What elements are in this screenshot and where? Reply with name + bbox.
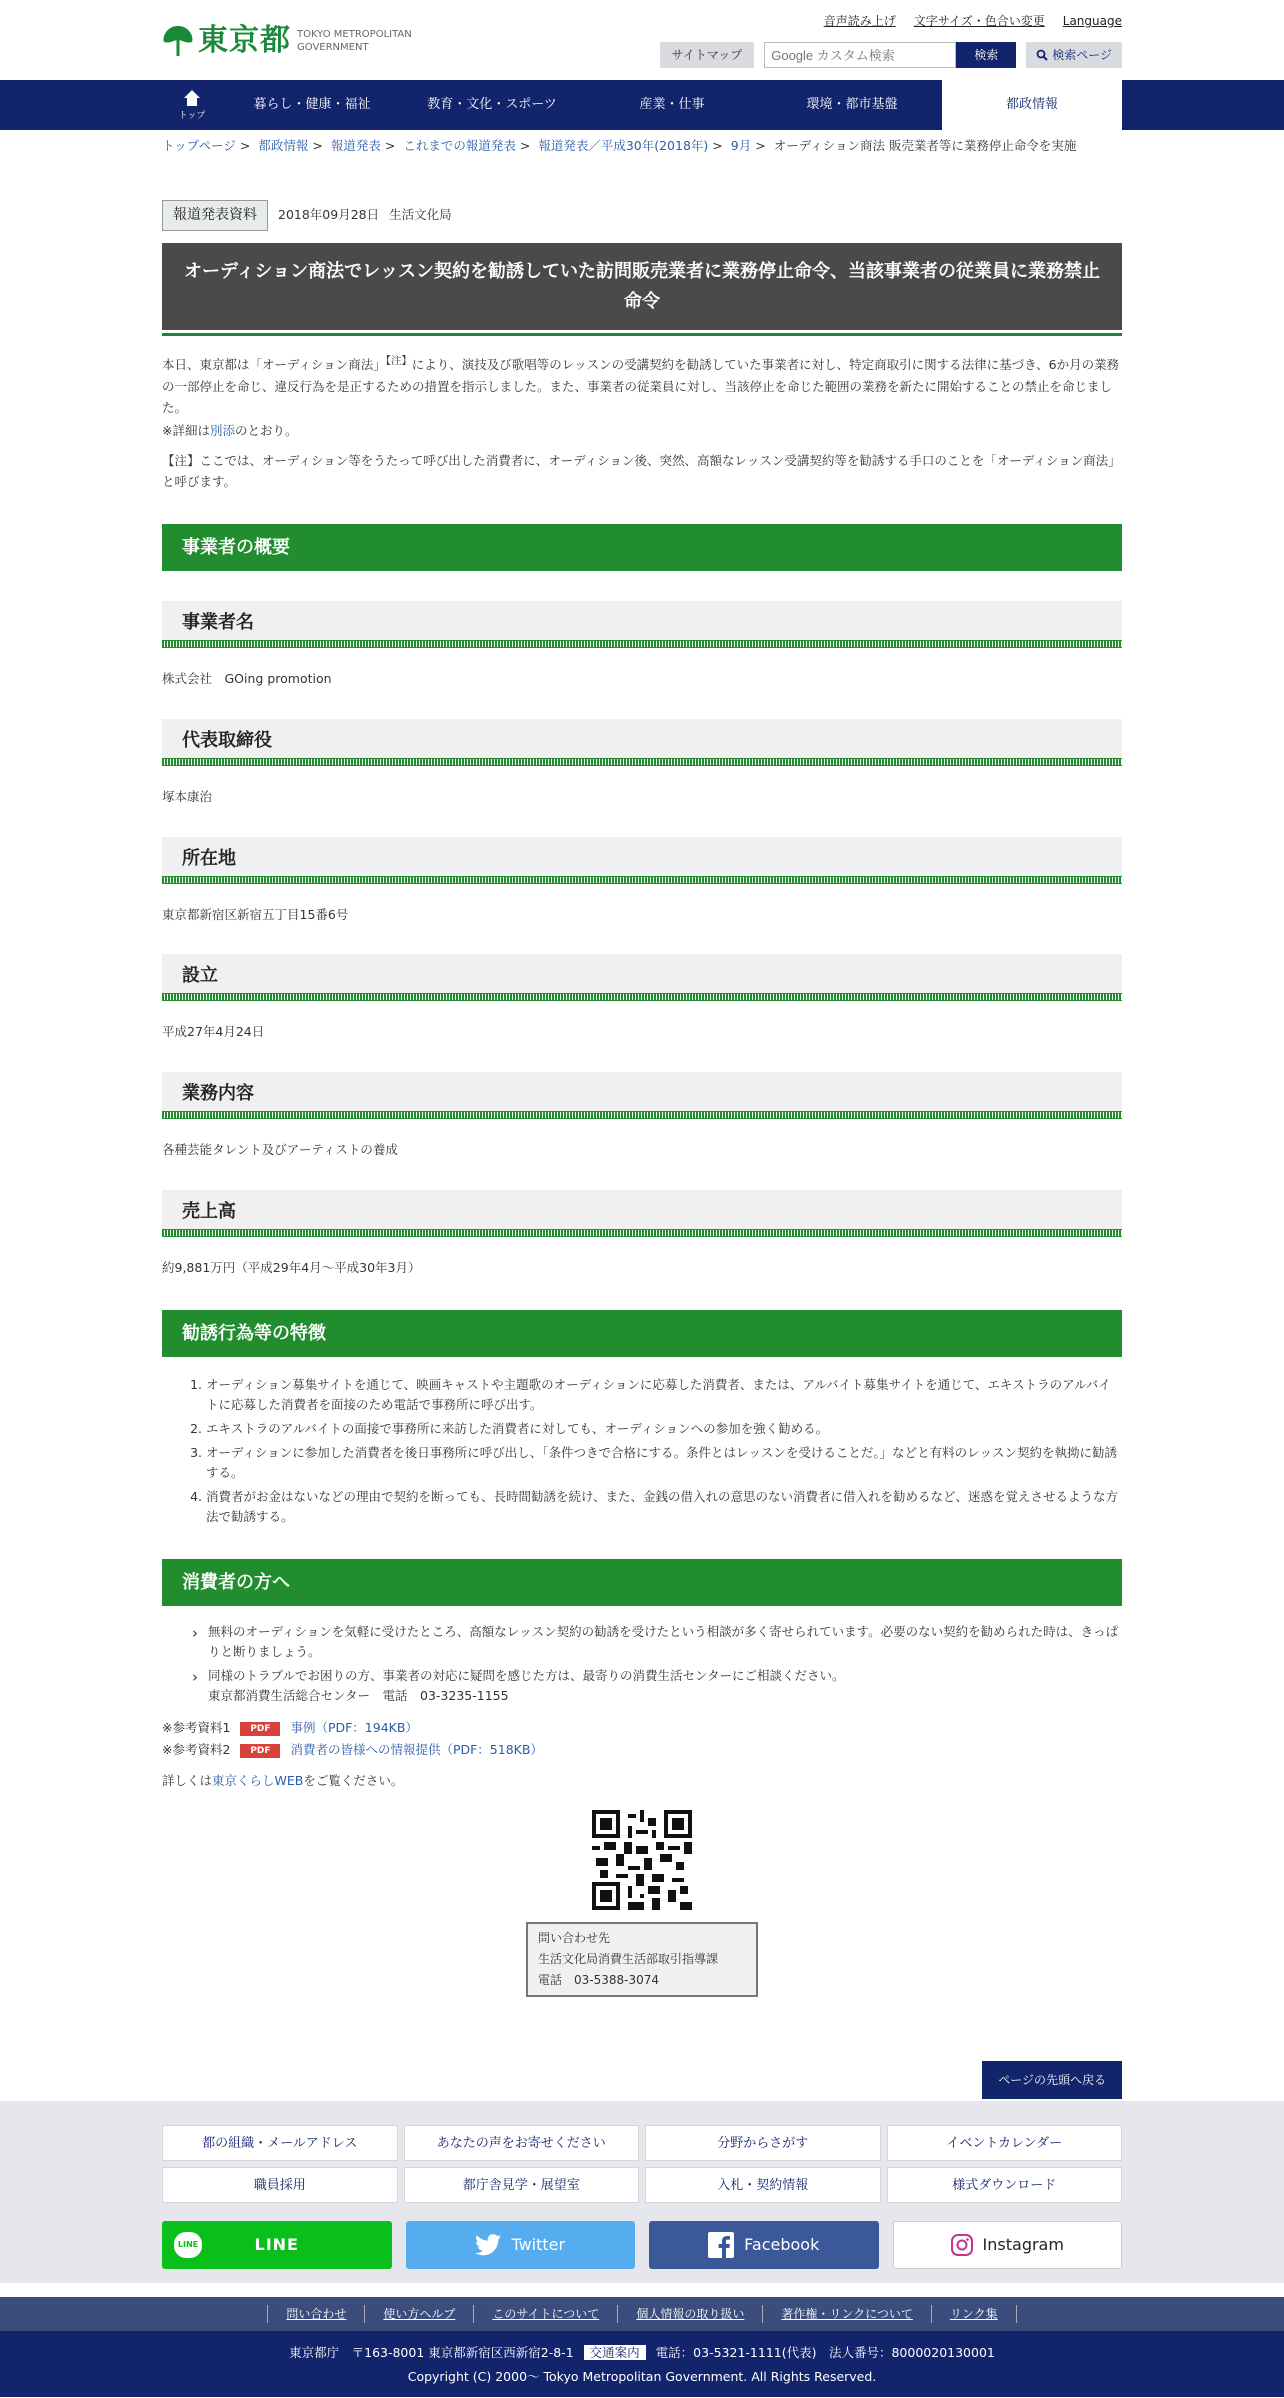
consumer-center-phone: 東京都消費生活総合センター 電話 03-3235-1155 bbox=[208, 1687, 509, 1703]
utility-links bbox=[824, 12, 1122, 30]
release-meta bbox=[162, 200, 1122, 231]
search-button[interactable]: 検索 bbox=[956, 42, 1016, 68]
logo-subtitle: TOKYO METROPOLITAN GOVERNMENT bbox=[297, 28, 412, 53]
contact-box bbox=[526, 1922, 758, 1997]
logo-text: 東京都 bbox=[198, 23, 291, 58]
line-icon: LINE bbox=[174, 2232, 202, 2258]
footer-nav-inquiry[interactable]: 問い合わせ bbox=[267, 2305, 364, 2323]
site-logo[interactable] bbox=[162, 18, 412, 63]
breadcrumb: トップページ > 都政情報 > 報道発表 > これまでの報道発表 > 報道発表／平成30年(2018年) > 9月 > オーディション商法 販売業者等に業務停止命令を実施 bbox=[162, 138, 1077, 153]
sitemap-button[interactable]: サイトマップ bbox=[660, 42, 755, 68]
pdf-icon: PDF bbox=[240, 1722, 280, 1736]
footer-link-forms[interactable]: 様式ダウンロード bbox=[887, 2167, 1123, 2203]
company-name-heading: 事業者名 bbox=[162, 601, 1122, 648]
facebook-icon bbox=[708, 2232, 734, 2258]
breadcrumb-current: オーディション商法 販売業者等に業務停止命令を実施 bbox=[773, 138, 1077, 153]
social-links bbox=[162, 2221, 1122, 2269]
footer-link-tour[interactable]: 都庁舎見学・展望室 bbox=[404, 2167, 640, 2203]
nav-item-life[interactable]: 暮らし・健康・福祉 bbox=[253, 97, 371, 112]
footer-link-bidding[interactable]: 入札・契約情報 bbox=[645, 2167, 881, 2203]
instagram-icon bbox=[951, 2234, 973, 2256]
breadcrumb-link[interactable]: 報道発表 bbox=[330, 138, 381, 153]
note-paragraph: 【注】ここでは、オーディション等をうたって呼び出した消費者に、オーディション後、突然、高額なレッスン受講契約等を勧誘する手口のことを「オーディション商法」と呼びます。 bbox=[162, 452, 1121, 489]
note-marker: 【注】 bbox=[385, 355, 412, 368]
press-release-badge: 報道発表資料 bbox=[162, 200, 268, 231]
representative-heading: 代表取締役 bbox=[162, 719, 1122, 766]
list-item: 4. 消費者がお金はないなどの理由で契約を断っても、長時間勧誘を続け、また、金銭の借入れの意思のない消費者に借入れを勧めるなど、迷惑を覚えさせるような方法で勧誘する。 bbox=[206, 1487, 1122, 1527]
representative-value: 塚本康治 bbox=[162, 788, 213, 804]
consumer-list bbox=[206, 1622, 1122, 1706]
site-header bbox=[162, 0, 1122, 80]
footer-link-organization[interactable]: 都の組織・メールアドレス bbox=[162, 2125, 398, 2161]
line-label: LINE bbox=[254, 2235, 299, 2255]
consumer-heading: 消費者の方へ bbox=[162, 1559, 1122, 1606]
language-link[interactable]: Language bbox=[1062, 14, 1122, 28]
kurashi-web-link[interactable]: 東京くらしWEB bbox=[212, 1772, 304, 1788]
nav-home[interactable] bbox=[162, 80, 222, 130]
copyright-text: Copyright (C) 2000～ Tokyo Metropolitan Government. All Rights Reserved. bbox=[407, 2369, 877, 2385]
features-heading: 勧誘行為等の特徴 bbox=[162, 1310, 1122, 1357]
company-name-value: 株式会社 GOing promotion bbox=[162, 671, 332, 687]
qr-code-icon bbox=[592, 1810, 692, 1910]
twitter-label: Twitter bbox=[511, 2235, 566, 2255]
footer-nav-about[interactable]: このサイトについて bbox=[473, 2305, 617, 2323]
reference-link-info[interactable]: 消費者の皆様への情報提供（PDF：518KB） bbox=[290, 1742, 543, 1758]
ginkgo-logo-icon bbox=[162, 22, 194, 60]
footer-bottom bbox=[0, 2331, 1284, 2397]
footer-link-recruit[interactable]: 職員採用 bbox=[162, 2167, 398, 2203]
search-input[interactable] bbox=[764, 42, 956, 68]
sales-value: 約9,881万円（平成29年4月～平成30年3月） bbox=[162, 1259, 421, 1275]
footer-links bbox=[0, 2101, 1284, 2283]
twitter-button[interactable] bbox=[406, 2221, 636, 2269]
twitter-icon bbox=[475, 2234, 501, 2256]
reference-link-cases[interactable]: 事例（PDF：194KB） bbox=[290, 1720, 418, 1736]
nav-item-industry[interactable]: 産業・仕事 bbox=[639, 97, 705, 112]
instagram-label: Instagram bbox=[982, 2235, 1064, 2255]
footer-nav bbox=[0, 2297, 1284, 2331]
list-item: 2. エキストラのアルバイトの面接で事務所に来訪した消費者に対しても、オーディションへの参加を強く勧める。 bbox=[206, 1419, 1122, 1439]
footer-nav-copyright[interactable]: 著作権・リンクについて bbox=[762, 2305, 931, 2323]
footer-link-fields[interactable]: 分野からさがす bbox=[645, 2125, 881, 2161]
reference-label: ※参考資料2 bbox=[162, 1742, 231, 1758]
features-list bbox=[206, 1375, 1122, 1527]
business-heading: 業務内容 bbox=[162, 1072, 1122, 1119]
footer-nav-help[interactable]: 使い方ヘルプ bbox=[364, 2305, 473, 2323]
address-heading: 所在地 bbox=[162, 837, 1122, 884]
contact-department: 生活文化局消費生活部取引指導課 bbox=[538, 1952, 719, 1967]
reference-row bbox=[162, 1718, 1122, 1740]
footer-address: 東京都庁 〒163-8001 東京都新宿区西新宿2-8-1 交通案内 電話：03-5321-1111(代表) 法人番号：8000020130001 bbox=[289, 2345, 995, 2361]
list-item: › 同様のトラブルでお困りの方、事業者の対応に疑問を感じた方は、最寄りの消費生活センターにご相談ください。 東京都消費生活総合センター 電話 03-3235-1155 bbox=[206, 1666, 1122, 1706]
list-item: › 無料のオーディションを気軽に受けたところ、高額なレッスン契約の勧誘を受けたという相談が多く寄せられています。必要のない契約を勧められた時は、きっぱりと断りましょう。 bbox=[206, 1622, 1122, 1662]
list-item: 1. オーディション募集サイトを通じて、映画キャストや主題歌のオーディションに応募した消費者、または、アルバイト募集サイトを通じて、エキストラのアルバイトに応募した消費者を面接のため電話で事務所に呼び出す。 bbox=[206, 1375, 1122, 1415]
access-link[interactable]: 交通案内 bbox=[584, 2345, 646, 2360]
facebook-button[interactable] bbox=[649, 2221, 879, 2269]
sales-heading: 売上高 bbox=[162, 1190, 1122, 1237]
nav-home-label: トップ bbox=[178, 110, 206, 121]
release-bureau: 生活文化局 bbox=[389, 207, 452, 223]
contact-title: 問い合わせ先 bbox=[538, 1931, 611, 1946]
instagram-button[interactable] bbox=[893, 2221, 1123, 2269]
back-to-top-button[interactable]: ページの先頭へ戻る bbox=[982, 2061, 1122, 2099]
footer-nav-links[interactable]: リンク集 bbox=[931, 2305, 1017, 2323]
reference-label: ※参考資料1 bbox=[162, 1720, 231, 1736]
overview-heading: 事業者の概要 bbox=[162, 524, 1122, 571]
facebook-label: Facebook bbox=[744, 2235, 820, 2255]
text-to-speech-link[interactable]: 音声読み上げ bbox=[823, 14, 896, 28]
established-heading: 設立 bbox=[162, 954, 1122, 1001]
search-bar bbox=[660, 42, 1122, 68]
established-value: 平成27年4月24日 bbox=[162, 1024, 265, 1040]
attachment-link[interactable]: 別添 bbox=[209, 423, 235, 439]
breadcrumb-link[interactable]: 都政情報 bbox=[258, 138, 309, 153]
search-icon bbox=[1036, 49, 1048, 61]
footer-link-events[interactable]: イベントカレンダー bbox=[887, 2125, 1123, 2161]
breadcrumb-link[interactable]: 9月 bbox=[730, 138, 752, 153]
contact-phone: 電話 03-5388-3074 bbox=[538, 1973, 660, 1988]
global-nav bbox=[0, 80, 1284, 130]
footer-link-voice[interactable]: あなたの声をお寄せください bbox=[404, 2125, 640, 2161]
nav-item-environment[interactable]: 環境・都市基盤 bbox=[806, 97, 898, 112]
search-page-label: 検索ページ bbox=[1052, 48, 1112, 62]
pdf-icon: PDF bbox=[240, 1744, 280, 1758]
details-paragraph: ※詳細は別添のとおり。 bbox=[162, 423, 298, 439]
home-icon bbox=[182, 88, 202, 108]
text-size-color-link[interactable]: 文字サイズ・色合い変更 bbox=[913, 14, 1045, 28]
nav-item-government[interactable]: 都政情報 bbox=[942, 80, 1122, 130]
reference-materials bbox=[162, 1718, 1122, 1762]
page-title: オーディション商法でレッスン契約を勧誘していた訪問販売業者に業務停止命令、当該事業者の従業員に業務禁止命令 bbox=[162, 243, 1122, 333]
business-value: 各種芸能タレント及びアーティストの養成 bbox=[162, 1142, 398, 1158]
search-page-button[interactable] bbox=[1026, 42, 1122, 68]
breadcrumb-link[interactable]: 報道発表／平成30年(2018年) bbox=[538, 138, 709, 153]
reference-row bbox=[162, 1740, 1122, 1762]
more-info-text: 詳しくは東京くらしWEBをご覧ください。 bbox=[162, 1772, 404, 1788]
intro-text bbox=[162, 353, 1122, 492]
address-value: 東京都新宿区新宿五丁目15番6号 bbox=[162, 906, 349, 922]
list-item: 3. オーディションに参加した消費者を後日事務所に呼び出し、「条件つきで合格にする。条件とはレッスンを受けることだ。」などと有料のレッスン契約を執拗に勧誘する。 bbox=[206, 1443, 1122, 1483]
nav-item-education[interactable]: 教育・文化・スポーツ bbox=[427, 97, 557, 112]
release-date: 2018年09月28日 bbox=[278, 207, 380, 223]
line-button[interactable] bbox=[162, 2221, 392, 2269]
footer-nav-privacy[interactable]: 個人情報の取り扱い bbox=[617, 2305, 762, 2323]
breadcrumb-link[interactable]: トップページ bbox=[162, 138, 236, 153]
breadcrumb-link[interactable]: これまでの報道発表 bbox=[403, 138, 516, 153]
intro-paragraph: 本日、東京都は「オーディション商法」$^{【注】}$により、演技及び歌唱等のレッスンの受講契約を勧誘していた事業者に対し、特定商取引に関する法律に基づき、6か月の業務の一部停止を命じ、違反行為を是正するための措置を指示しました。また、事業者の従業員に対し、当該停止を命じた範囲の業務を新たに開始することの禁止を命じました。 bbox=[162, 355, 1120, 416]
